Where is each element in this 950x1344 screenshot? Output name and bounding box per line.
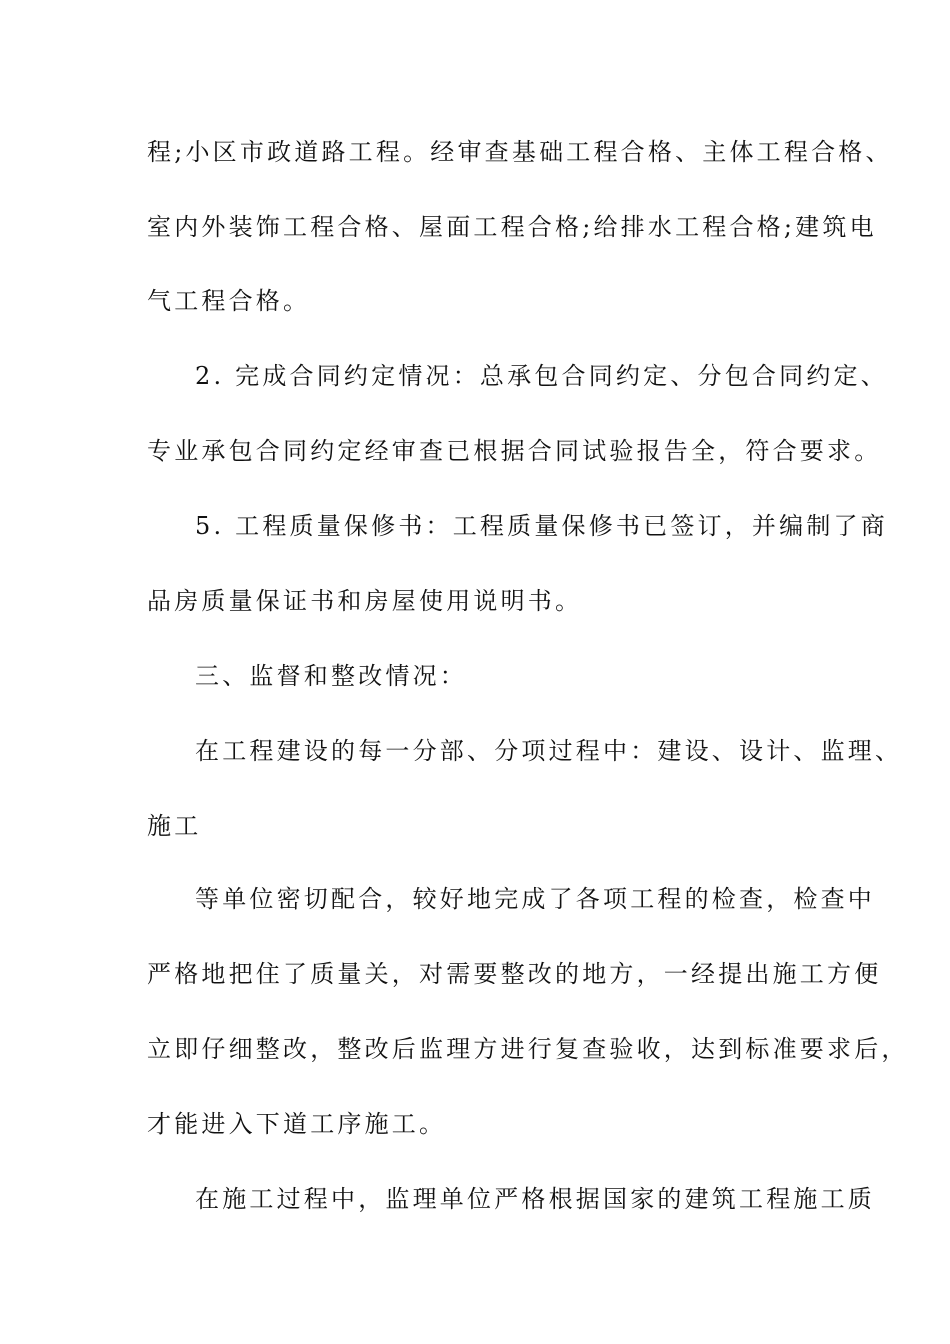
text-line: 室内外装饰工程合格、屋面工程合格;给排水工程合格;建筑电 xyxy=(147,213,877,241)
text-line: 气工程合格。 xyxy=(147,287,311,315)
text-line: 5. 工程质量保修书：工程质量保修书已签订，并编制了商 xyxy=(195,512,888,540)
text-line: 在施工过程中，监理单位严格根据国家的建筑工程施工质 xyxy=(195,1185,875,1213)
text-line: 品房质量保证书和房屋使用说明书。 xyxy=(147,587,583,615)
section-heading: 三、监督和整改情况： xyxy=(195,662,467,690)
text-line: 程;小区市政道路工程。经审查基础工程合格、主体工程合格、 xyxy=(147,138,893,166)
text-line: 立即仔细整改，整改后监理方进行复查验收，达到标准要求后， xyxy=(147,1035,909,1063)
text-line: 才能进入下道工序施工。 xyxy=(147,1110,447,1138)
text-line: 2. 完成合同约定情况：总承包合同约定、分包合同约定、 xyxy=(195,362,888,390)
text-line: 等单位密切配合，较好地完成了各项工程的检查，检查中 xyxy=(195,885,875,913)
text-line: 施工 xyxy=(147,812,202,840)
text-line: 严格地把住了质量关，对需要整改的地方，一经提出施工方便 xyxy=(147,960,882,988)
text-line: 专业承包合同约定经审查已根据合同试验报告全，符合要求。 xyxy=(147,437,882,465)
text-line: 在工程建设的每一分部、分项过程中：建设、设计、监理、 xyxy=(195,737,903,765)
